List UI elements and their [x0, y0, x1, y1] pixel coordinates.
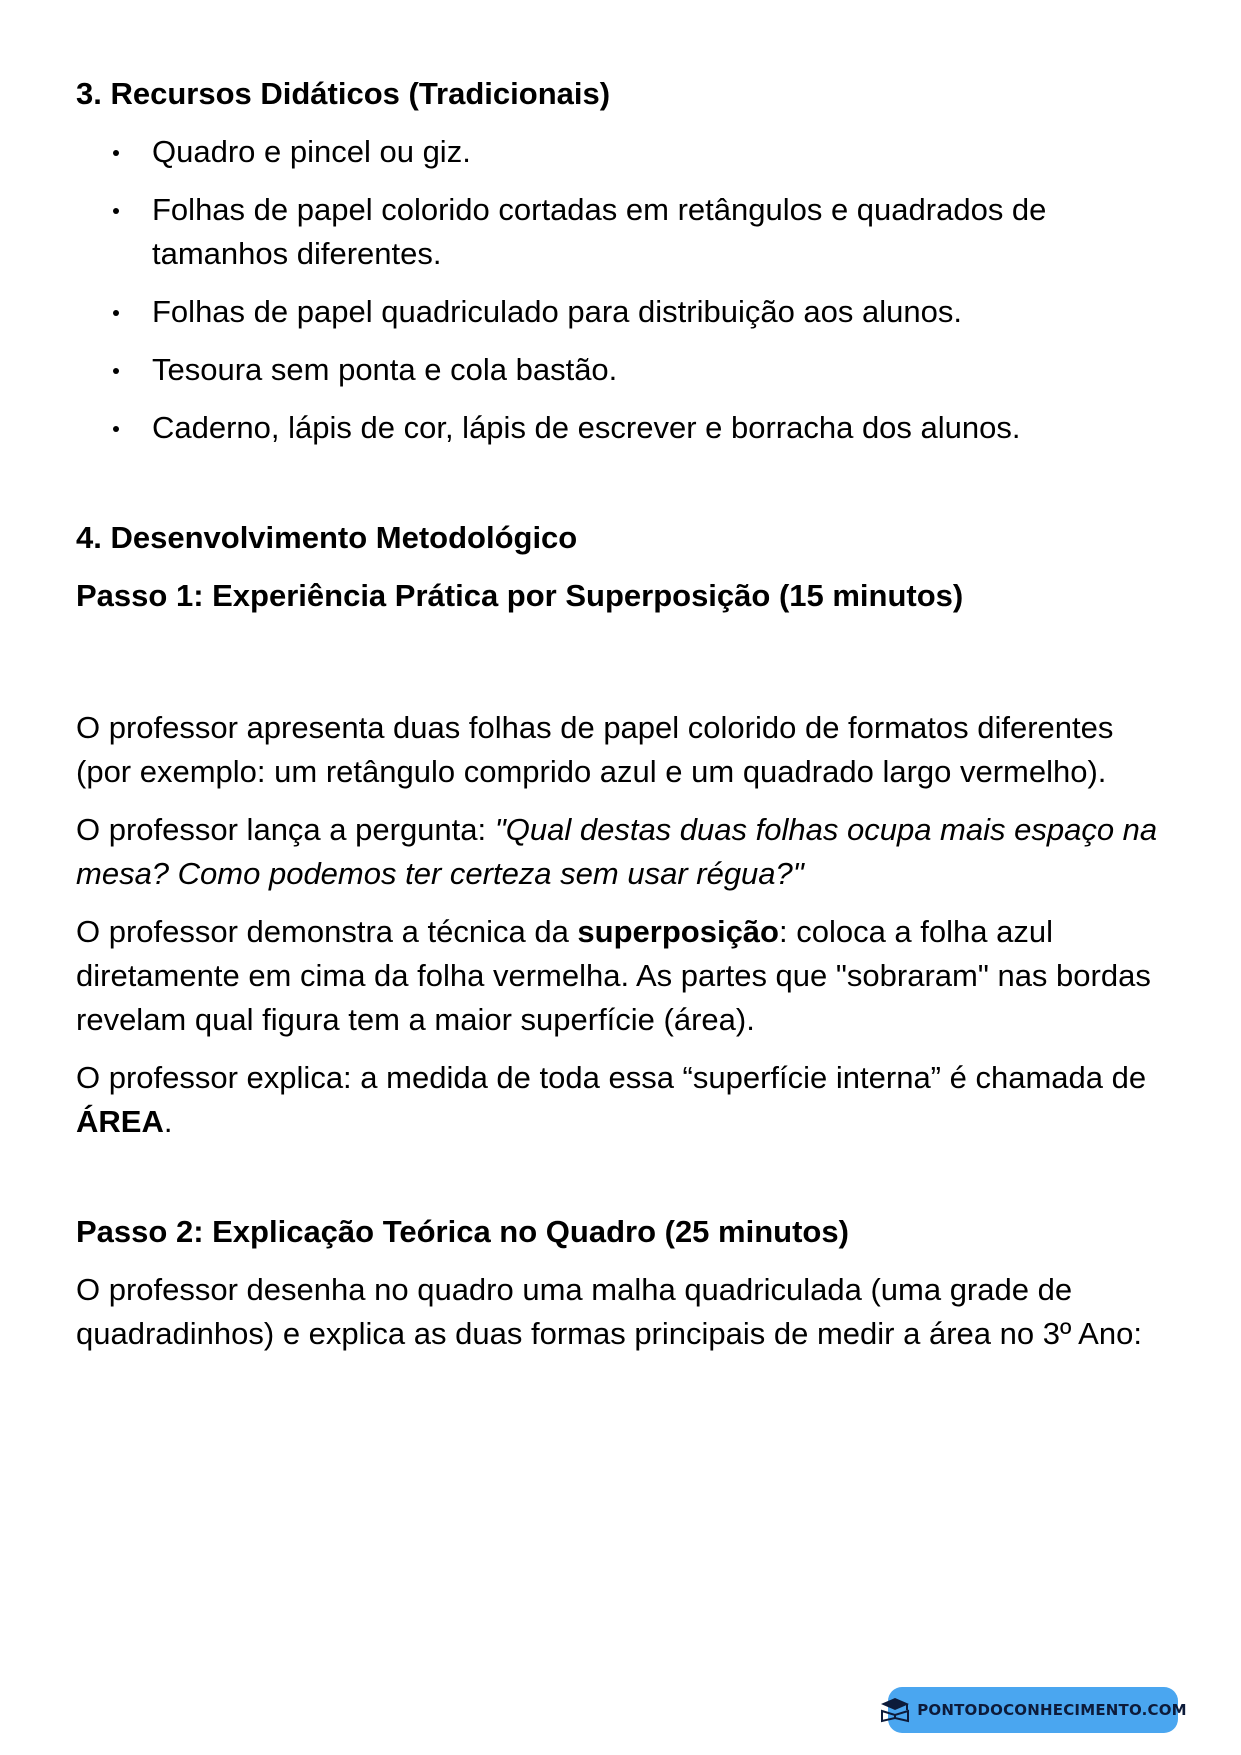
- teacher-question: "Qual destas duas folhas ocupa mais espaço na mesa? Como podemos ter certeza sem usar régua?": [76, 812, 1158, 891]
- step-2-paragraph-1: O professor desenha no quadro uma malha quadriculada (uma grade de quadradinhos) e explica as duas formas principais de medir a área no 3º Ano:: [76, 1272, 1142, 1351]
- section-3-heading: 3. Recursos Didáticos (Tradicionais): [76, 76, 611, 111]
- section-4-heading: 4. Desenvolvimento Metodológico: [76, 520, 578, 555]
- step-1-title: Passo 1: Experiência Prática por Superposição (15 minutos): [76, 578, 964, 613]
- bullet-icon: [113, 310, 119, 316]
- area-term: ÁREA: [76, 1104, 164, 1139]
- bullet-icon: [113, 150, 119, 156]
- list-item: Folhas de papel quadriculado para distribuição aos alunos.: [76, 290, 1176, 334]
- step-2-title: Passo 2: Explicação Teórica no Quadro (25 minutos): [76, 1214, 849, 1249]
- step-1-paragraph-1: O professor apresenta duas folhas de papel colorido de formatos diferentes (por exemplo: um retângulo comprido azul e um quadrado largo vermelho).: [76, 710, 1114, 789]
- bullet-icon: [113, 368, 119, 374]
- resources-list: [76, 130, 1176, 450]
- list-item: Folhas de papel colorido cortadas em retângulos e quadrados de tamanhos diferentes.: [76, 188, 1176, 276]
- site-brand-text: PONTODOCONHECIMENTO.COM: [917, 1701, 1187, 1719]
- step-1-paragraph-3: O professor demonstra a técnica da superposição: coloca a folha azul diretamente em cima da folha vermelha. As partes que "sobraram" nas bordas revelam qual figura tem a maior superfície (área).: [76, 914, 1151, 1037]
- list-item: Quadro e pincel ou giz.: [76, 130, 1176, 174]
- bullet-icon: [113, 426, 119, 432]
- step-1-paragraph-2: O professor lança a pergunta: "Qual destas duas folhas ocupa mais espaço na mesa? Como podemos ter certeza sem usar régua?": [76, 812, 1158, 891]
- list-item: Tesoura sem ponta e cola bastão.: [76, 348, 1176, 392]
- superposition-term: superposição: [577, 914, 779, 949]
- document-page: [76, 72, 1176, 1356]
- graduation-book-icon: [879, 1697, 911, 1723]
- site-logo-badge: [888, 1687, 1187, 1733]
- bullet-icon: [113, 208, 119, 214]
- step-1-paragraph-4: O professor explica: a medida de toda essa “superfície interna” é chamada de ÁREA.: [76, 1060, 1147, 1139]
- list-item: Caderno, lápis de cor, lápis de escrever e borracha dos alunos.: [76, 406, 1176, 450]
